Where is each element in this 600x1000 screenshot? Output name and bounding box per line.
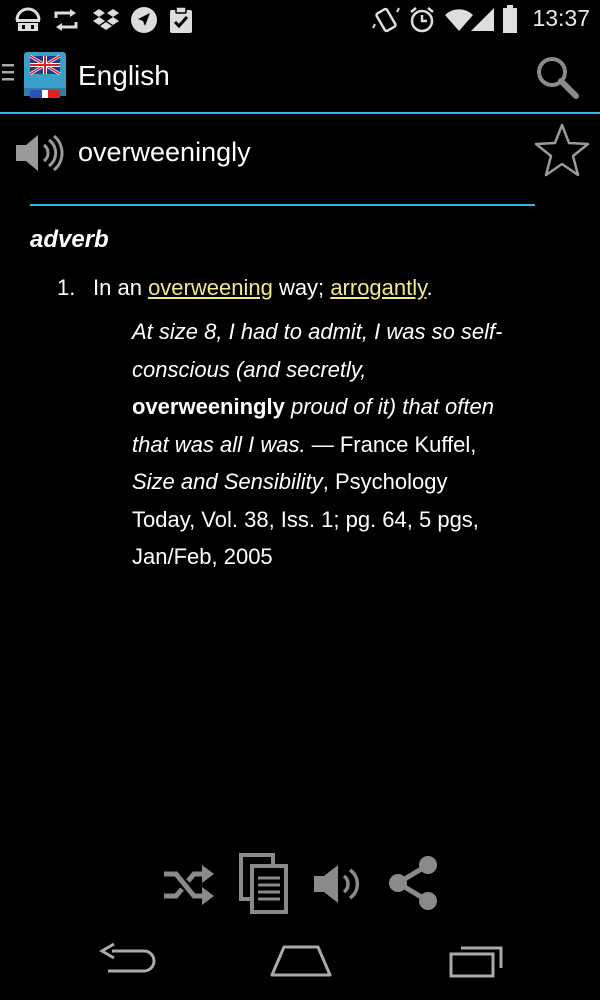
shuffle-icon[interactable]	[162, 862, 216, 908]
usage-quotation	[132, 313, 552, 576]
status-bar	[0, 0, 600, 38]
definition-link-overweening[interactable]: overweening	[148, 275, 273, 300]
quote-line: that was all I was.	[132, 431, 306, 457]
alarm-icon	[408, 6, 436, 34]
quote-author: — France Kuffel,	[305, 431, 477, 457]
part-of-speech: adverb	[30, 226, 109, 253]
search-icon[interactable]	[534, 54, 580, 100]
home-icon[interactable]	[270, 945, 332, 977]
definition-link-arrogantly[interactable]: arrogantly	[330, 275, 427, 300]
status-time: 13:37	[532, 5, 590, 31]
quote-line: conscious (and secretly,	[132, 356, 367, 382]
section-divider	[30, 204, 535, 206]
speaker-icon[interactable]	[14, 133, 66, 173]
dictionary-app-icon[interactable]	[22, 50, 68, 100]
signal-icon	[470, 6, 496, 32]
definition-suffix: .	[426, 275, 433, 300]
quote-line: At size 8, I had to admit, I was so self-	[132, 319, 503, 344]
navigation-icon	[130, 6, 158, 34]
copy-icon[interactable]	[238, 852, 290, 914]
favorite-star-icon[interactable]	[532, 121, 592, 181]
app-title: English	[78, 60, 170, 91]
sync-icon	[52, 8, 80, 32]
quote-source: , Psychology	[322, 469, 448, 494]
definition-middle: way;	[278, 275, 325, 300]
quote-source: Today, Vol. 38, Iss. 1; pg. 64, 5 pgs,	[132, 506, 479, 532]
definition-sense	[57, 274, 557, 302]
share-icon[interactable]	[386, 854, 440, 912]
back-icon[interactable]	[98, 943, 156, 979]
quote-highlight: overweeningly	[132, 394, 285, 419]
dropbox-icon	[92, 7, 120, 33]
recents-icon[interactable]	[448, 943, 506, 979]
system-nav-bar	[0, 925, 600, 1000]
usb-icon	[14, 7, 42, 33]
battery-icon	[502, 5, 518, 33]
quote-date: Jan/Feb, 2005	[132, 544, 273, 569]
headword-row	[0, 115, 600, 190]
vibrate-icon	[372, 6, 400, 34]
headword: overweeningly	[78, 137, 251, 167]
definition-prefix: In an	[93, 275, 142, 300]
bottom-toolbar	[0, 850, 600, 920]
quote-source-title: Size and Sensibility	[132, 469, 323, 494]
clipboard-check-icon	[168, 6, 194, 34]
drawer-menu-icon[interactable]	[2, 62, 16, 82]
pronounce-speaker-icon[interactable]	[312, 862, 364, 906]
action-bar	[0, 38, 600, 114]
sense-number: 1.	[57, 275, 76, 300]
quote-line: proud of it) that often	[284, 394, 494, 419]
